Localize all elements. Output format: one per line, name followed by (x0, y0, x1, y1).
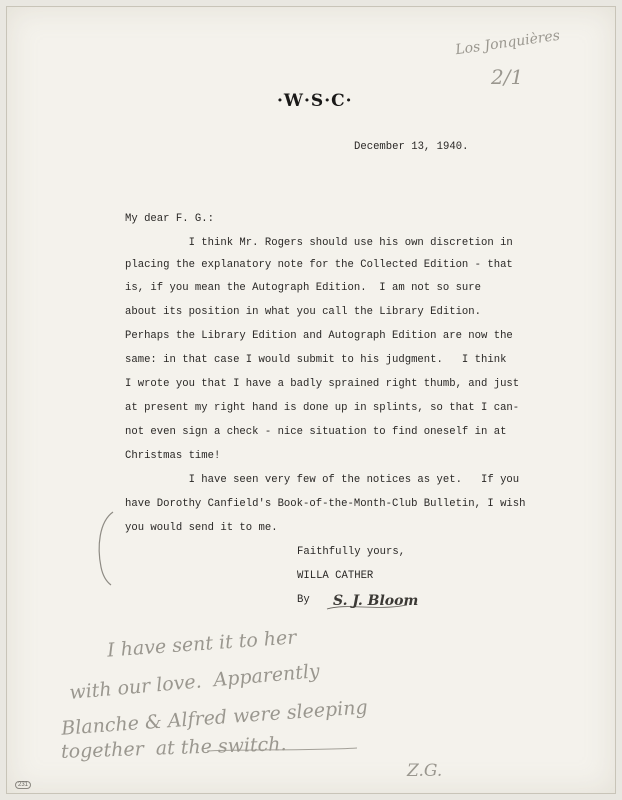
letter-date: December 13, 1940. (354, 141, 469, 153)
body-line: I wrote you that I have a badly sprained right thumb, and just (125, 378, 520, 390)
body-line: I think Mr. Rogers should use his own discretion in (125, 237, 513, 249)
pencil-note-line: together at the switch. (60, 733, 287, 763)
pencil-initials: Z.G. (407, 761, 443, 781)
body-line: same: in that case I would submit to his judgment. I think (125, 354, 507, 366)
archive-stamp: 231 (15, 781, 31, 789)
signature: S. J. Bloom (333, 593, 419, 609)
letterhead-monogram: ·W·S·C· (277, 91, 353, 111)
body-line: not even sign a check - nice situation to find oneself in at (125, 426, 507, 438)
body-line: at present my right hand is done up in splints, so that I can- (125, 402, 520, 414)
pencil-note-line: with our love. Apparently (68, 660, 321, 704)
signer-name: WILLA CATHER (297, 570, 374, 582)
body-line: placing the explanatory note for the Collected Edition - that (125, 259, 513, 271)
pencil-note-line: I have sent it to her (106, 626, 298, 662)
body-line: I have seen very few of the notices as yet. If you (125, 474, 520, 486)
pencil-note-line: Blanche & Alfred were sleeping (60, 696, 369, 740)
body-line: Christmas time! (125, 450, 221, 462)
body-line: you would send it to me. (125, 522, 278, 534)
margin-bracket-mark (99, 512, 113, 585)
top-right-mark: 2/1 (491, 65, 524, 89)
body-line: is, if you mean the Autograph Edition. I am not so sure (125, 282, 482, 294)
body-line: have Dorothy Canfield's Book-of-the-Month-Club Bulletin, I wish (125, 498, 526, 510)
body-line: about its position in what you call the Library Edition. (125, 306, 482, 318)
salutation: My dear F. G.: (125, 213, 215, 225)
by-label: By (297, 594, 310, 606)
top-right-annotation: Los Jonquières (454, 27, 561, 59)
body-line: Perhaps the Library Edition and Autograph Edition are now the (125, 330, 513, 342)
closing: Faithfully yours, (297, 546, 406, 558)
letter-page (6, 6, 616, 794)
